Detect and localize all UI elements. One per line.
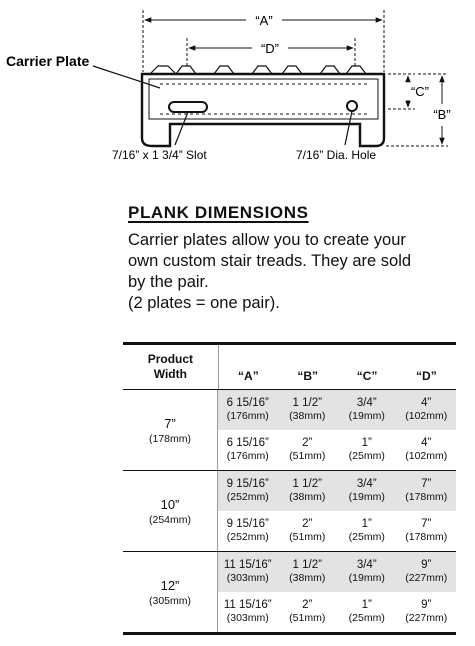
cell-a-value: 9 15/16” [226, 518, 269, 530]
table-row [218, 511, 456, 551]
hole-shape [347, 101, 357, 111]
product-width-value: 7” [164, 415, 176, 431]
cell-d [397, 552, 457, 592]
cell-c [337, 592, 397, 632]
cell-c-value: 3/4” [356, 478, 377, 490]
cell-a-value: 6 15/16” [226, 397, 269, 409]
description-line: (2 plates = one pair). [128, 294, 280, 312]
cell-a-mm: (252mm) [226, 491, 269, 503]
header-col-c: “C” [356, 369, 378, 383]
product-width-value: 10” [160, 496, 180, 512]
cell-d-value: 7” [421, 518, 432, 530]
cell-c-mm: (19mm) [348, 572, 385, 584]
product-width-value: 12” [160, 577, 180, 593]
cell-d-value: 7” [421, 478, 432, 490]
cell-d-mm: (102mm) [405, 450, 448, 462]
header-width-label: Width [153, 367, 187, 381]
cell-d-mm: (227mm) [405, 572, 448, 584]
description-line: own custom stair treads. They are sold [128, 252, 412, 270]
cell-c [337, 471, 397, 511]
product-width-cell [123, 552, 218, 632]
cell-d-mm: (178mm) [405, 491, 448, 503]
header-col-a: “A” [238, 369, 259, 383]
cell-b-mm: (38mm) [289, 410, 326, 422]
product-width-cell [123, 471, 218, 551]
cell-d-value: 9” [421, 599, 432, 611]
cell-b [278, 592, 338, 632]
cell-d [397, 390, 457, 430]
cell-a [218, 552, 278, 592]
dimension-d [187, 38, 355, 68]
cell-a-value: 9 15/16” [226, 478, 269, 490]
slot-shape [169, 102, 207, 112]
carrier-plate-diagram [0, 0, 475, 170]
cell-a [218, 471, 278, 511]
header-product-width [123, 345, 219, 389]
dimension-c [388, 74, 429, 109]
product-width-mm: (254mm) [148, 513, 191, 526]
dimension-b-label: “B” [433, 107, 451, 122]
cell-c [337, 390, 397, 430]
cell-b [278, 471, 338, 511]
table-row [218, 471, 456, 511]
cell-c-value: 1” [361, 599, 372, 611]
cell-b-value: 2” [302, 599, 313, 611]
cell-a [218, 511, 278, 551]
cell-d [397, 592, 457, 632]
cell-c-value: 3/4” [356, 397, 377, 409]
cell-a-value: 11 15/16” [223, 559, 272, 571]
header-product-label: Product [147, 352, 194, 366]
cell-c-mm: (19mm) [348, 491, 385, 503]
table-group [123, 390, 456, 471]
hole-label: 7/16” Dia. Hole [296, 148, 377, 162]
dimension-c-label: “C” [410, 84, 430, 99]
cell-b [278, 511, 338, 551]
cell-a-value: 11 15/16” [223, 599, 272, 611]
cell-b-value: 2” [302, 437, 313, 449]
cell-a-mm: (176mm) [226, 450, 269, 462]
group-rows [218, 552, 456, 632]
cell-b [278, 430, 338, 470]
plank-dimensions-heading: PLANK DIMENSIONS [128, 203, 309, 222]
cell-d-value: 4” [421, 437, 432, 449]
cell-d [397, 430, 457, 470]
cell-d-mm: (178mm) [405, 531, 448, 543]
cell-c-value: 1” [361, 518, 372, 530]
cell-c-mm: (25mm) [348, 450, 385, 462]
dimension-a-label: “A” [255, 13, 273, 28]
cell-c-mm: (25mm) [348, 612, 385, 624]
cell-a [218, 592, 278, 632]
description-text [128, 230, 448, 314]
cell-c-value: 3/4” [356, 559, 377, 571]
dimensions-table [123, 342, 456, 635]
product-width-mm: (178mm) [148, 432, 191, 445]
cell-b-mm: (38mm) [289, 572, 326, 584]
cell-a-mm: (176mm) [226, 410, 269, 422]
cell-b-mm: (38mm) [289, 491, 326, 503]
table-bottom-rule [123, 632, 456, 635]
cell-b-mm: (51mm) [289, 531, 326, 543]
cell-d [397, 511, 457, 551]
cell-c [337, 511, 397, 551]
cell-c-value: 1” [361, 437, 372, 449]
cell-b [278, 552, 338, 592]
description-line: by the pair. [128, 273, 209, 291]
cell-b-mm: (51mm) [289, 612, 326, 624]
group-rows [218, 471, 456, 551]
cell-b-mm: (51mm) [289, 450, 326, 462]
cell-d [397, 471, 457, 511]
product-width-mm: (305mm) [148, 594, 191, 607]
cell-c [337, 430, 397, 470]
cell-a-mm: (303mm) [226, 612, 269, 624]
cell-b [278, 390, 338, 430]
cell-a [218, 390, 278, 430]
cell-b-value: 1 1/2” [292, 397, 322, 409]
table-row [218, 430, 456, 470]
cell-a [218, 430, 278, 470]
cell-d-value: 4” [421, 397, 432, 409]
table-group [123, 471, 456, 552]
dimension-d-label: “D” [260, 41, 280, 56]
table-row [218, 592, 456, 632]
cell-d-mm: (102mm) [405, 410, 448, 422]
cell-a-mm: (303mm) [226, 572, 269, 584]
cell-c [337, 552, 397, 592]
group-rows [218, 390, 456, 470]
cell-b-value: 2” [302, 518, 313, 530]
cell-c-mm: (25mm) [348, 531, 385, 543]
table-row [218, 390, 456, 430]
table-group [123, 552, 456, 632]
product-width-cell [123, 390, 218, 470]
table-row [218, 552, 456, 592]
description-line: Carrier plates allow you to create your [128, 231, 406, 249]
cell-b-value: 1 1/2” [292, 478, 322, 490]
cell-b-value: 1 1/2” [292, 559, 322, 571]
slot-label: 7/16” x 1 3/4” Slot [112, 148, 207, 162]
header-col-b: “B” [297, 369, 319, 383]
carrier-plate-label: Carrier Plate [6, 53, 90, 69]
cell-d-value: 9” [421, 559, 432, 571]
cell-c-mm: (19mm) [348, 410, 385, 422]
cell-a-value: 6 15/16” [226, 437, 269, 449]
cell-a-mm: (252mm) [226, 531, 269, 543]
header-col-d: “D” [416, 369, 437, 383]
table-header [123, 345, 456, 390]
cell-d-mm: (227mm) [405, 612, 448, 624]
